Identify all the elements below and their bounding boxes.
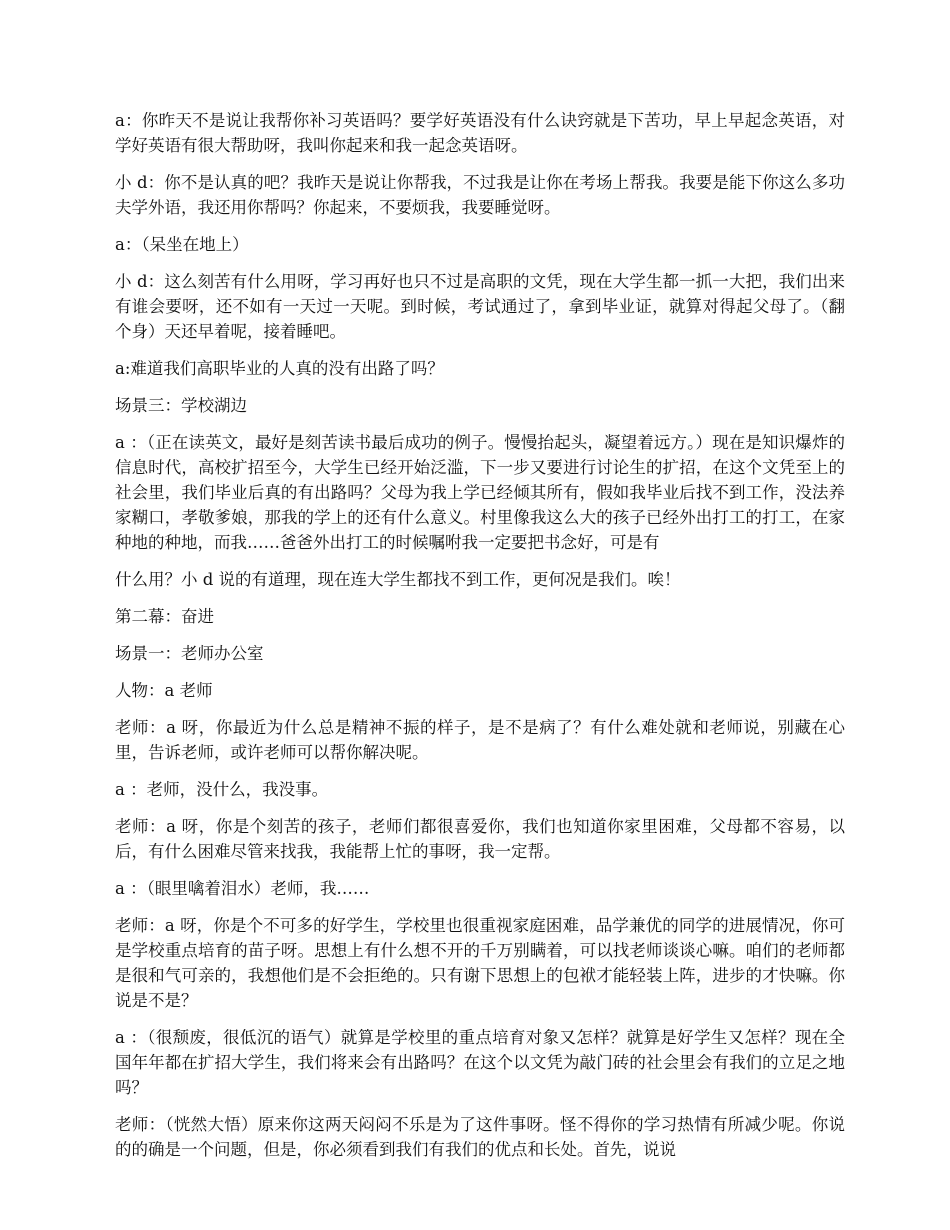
paragraph-teacher-3: 老师：a 呀，你是个不可多的好学生，学校里也很重视家庭困难，品学兼优的同学的进展情况，你可是学校重点培育的苗子呀。思想上有什么想不开的千万别瞒着，可以找老师谈谈心嘛。咱们的老师都是很和气可亲的，我想他们是不会拒绝的。只有谢下思想上的包袱才能轻装上阵，进步的才快嘛。你说是不是？ xyxy=(115,916,845,1010)
act-heading-two: 第二幕：奋进 xyxy=(115,607,214,626)
scene-heading-office: 场景一：老师办公室 xyxy=(115,644,264,663)
paragraph-d-complaint: 小 d：这么刻苦有什么用呀，学习再好也只不过是高职的文凭，现在大学生都一抓一大把，我们出来有谁会要呀，还不如有一天过一天呢。到时候，考试通过了，拿到毕业证，就算对得起父母了。（翻个身）天还早着呢，接着睡吧。 xyxy=(115,272,845,341)
paragraph-a-question: a:难道我们高职毕业的人真的没有出路了吗？ xyxy=(115,359,444,378)
paragraph-d-refusal: 小 d：你不是认真的吧？我昨天是说让你帮我，不过我是让你在考场上帮我。我要是能下你这么多功夫学外语，我还用你帮吗？你起来，不要烦我，我要睡觉呀。 xyxy=(115,173,845,217)
paragraph-a-reply-2: a ：（眼里噙着泪水）老师，我…… xyxy=(115,879,370,898)
paragraph-a-reply-1: a ：老师，没什么，我没事。 xyxy=(115,780,329,799)
paragraph-a-monologue-end: 什么用？小 d 说的有道理，现在连大学生都找不到工作，更何况是我们。唉！ xyxy=(115,570,681,589)
document-page xyxy=(115,108,845,1174)
paragraph-a-monologue: a ：（正在读英文，最好是刻苦读书最后成功的例子。慢慢抬起头，凝望着远方。）现在是知识爆炸的信息时代，高校扩招至今，大学生已经开始泛滥，下一步又要进行讨论生的扩招，在这个文凭至上的社会里，我们毕业后真的有出路吗？父母为我上学已经倾其所有，假如我毕业后找不到工作，没法养家糊口，孝敬爹娘，那我的学上的还有什么意义。村里像我这么大的孩子已经外出打工的打工，在家种地的种地，而我……爸爸外出打工的时候嘱咐我一定要把书念好，可是有 xyxy=(115,433,845,552)
paragraph-a-english-request: a：你昨天不是说让我帮你补习英语吗？要学好英语没有什么诀窍就是下苦功，早上早起念英语，对学好英语有很大帮助呀，我叫你起来和我一起念英语呀。 xyxy=(115,111,845,155)
paragraph-teacher-1: 老师：a 呀，你最近为什么总是精神不振的样子，是不是病了？有什么难处就和老师说，别藏在心里，告诉老师，或许老师可以帮你解决呢。 xyxy=(115,718,845,762)
characters-line: 人物：a 老师 xyxy=(115,681,213,700)
paragraph-teacher-2: 老师：a 呀，你是个刻苦的孩子，老师们都很喜爱你，我们也知道你家里困难，父母都不容易，以后，有什么困难尽管来找我，我能帮上忙的事呀，我一定帮。 xyxy=(115,817,845,861)
scene-heading-lakeside: 场景三：学校湖边 xyxy=(115,396,247,415)
paragraph-a-sits-stunned: a：（呆坐在地上） xyxy=(115,235,249,254)
paragraph-teacher-4: 老师：（恍然大悟）原来你这两天闷闷不乐是为了这件事呀。怪不得你的学习热情有所减少呢。你说的的确是一个问题，但是，你必须看到我们有我们的优点和长处。首先，说说 xyxy=(115,1115,845,1159)
paragraph-a-reply-3: a ：（很颓废，很低沉的语气）就算是学校里的重点培育对象又怎样？就算是好学生又怎样？现在全国年年都在扩招大学生，我们将来会有出路吗？在这个以文凭为敲门砖的社会里会有我们的立足之地吗？ xyxy=(115,1028,845,1097)
